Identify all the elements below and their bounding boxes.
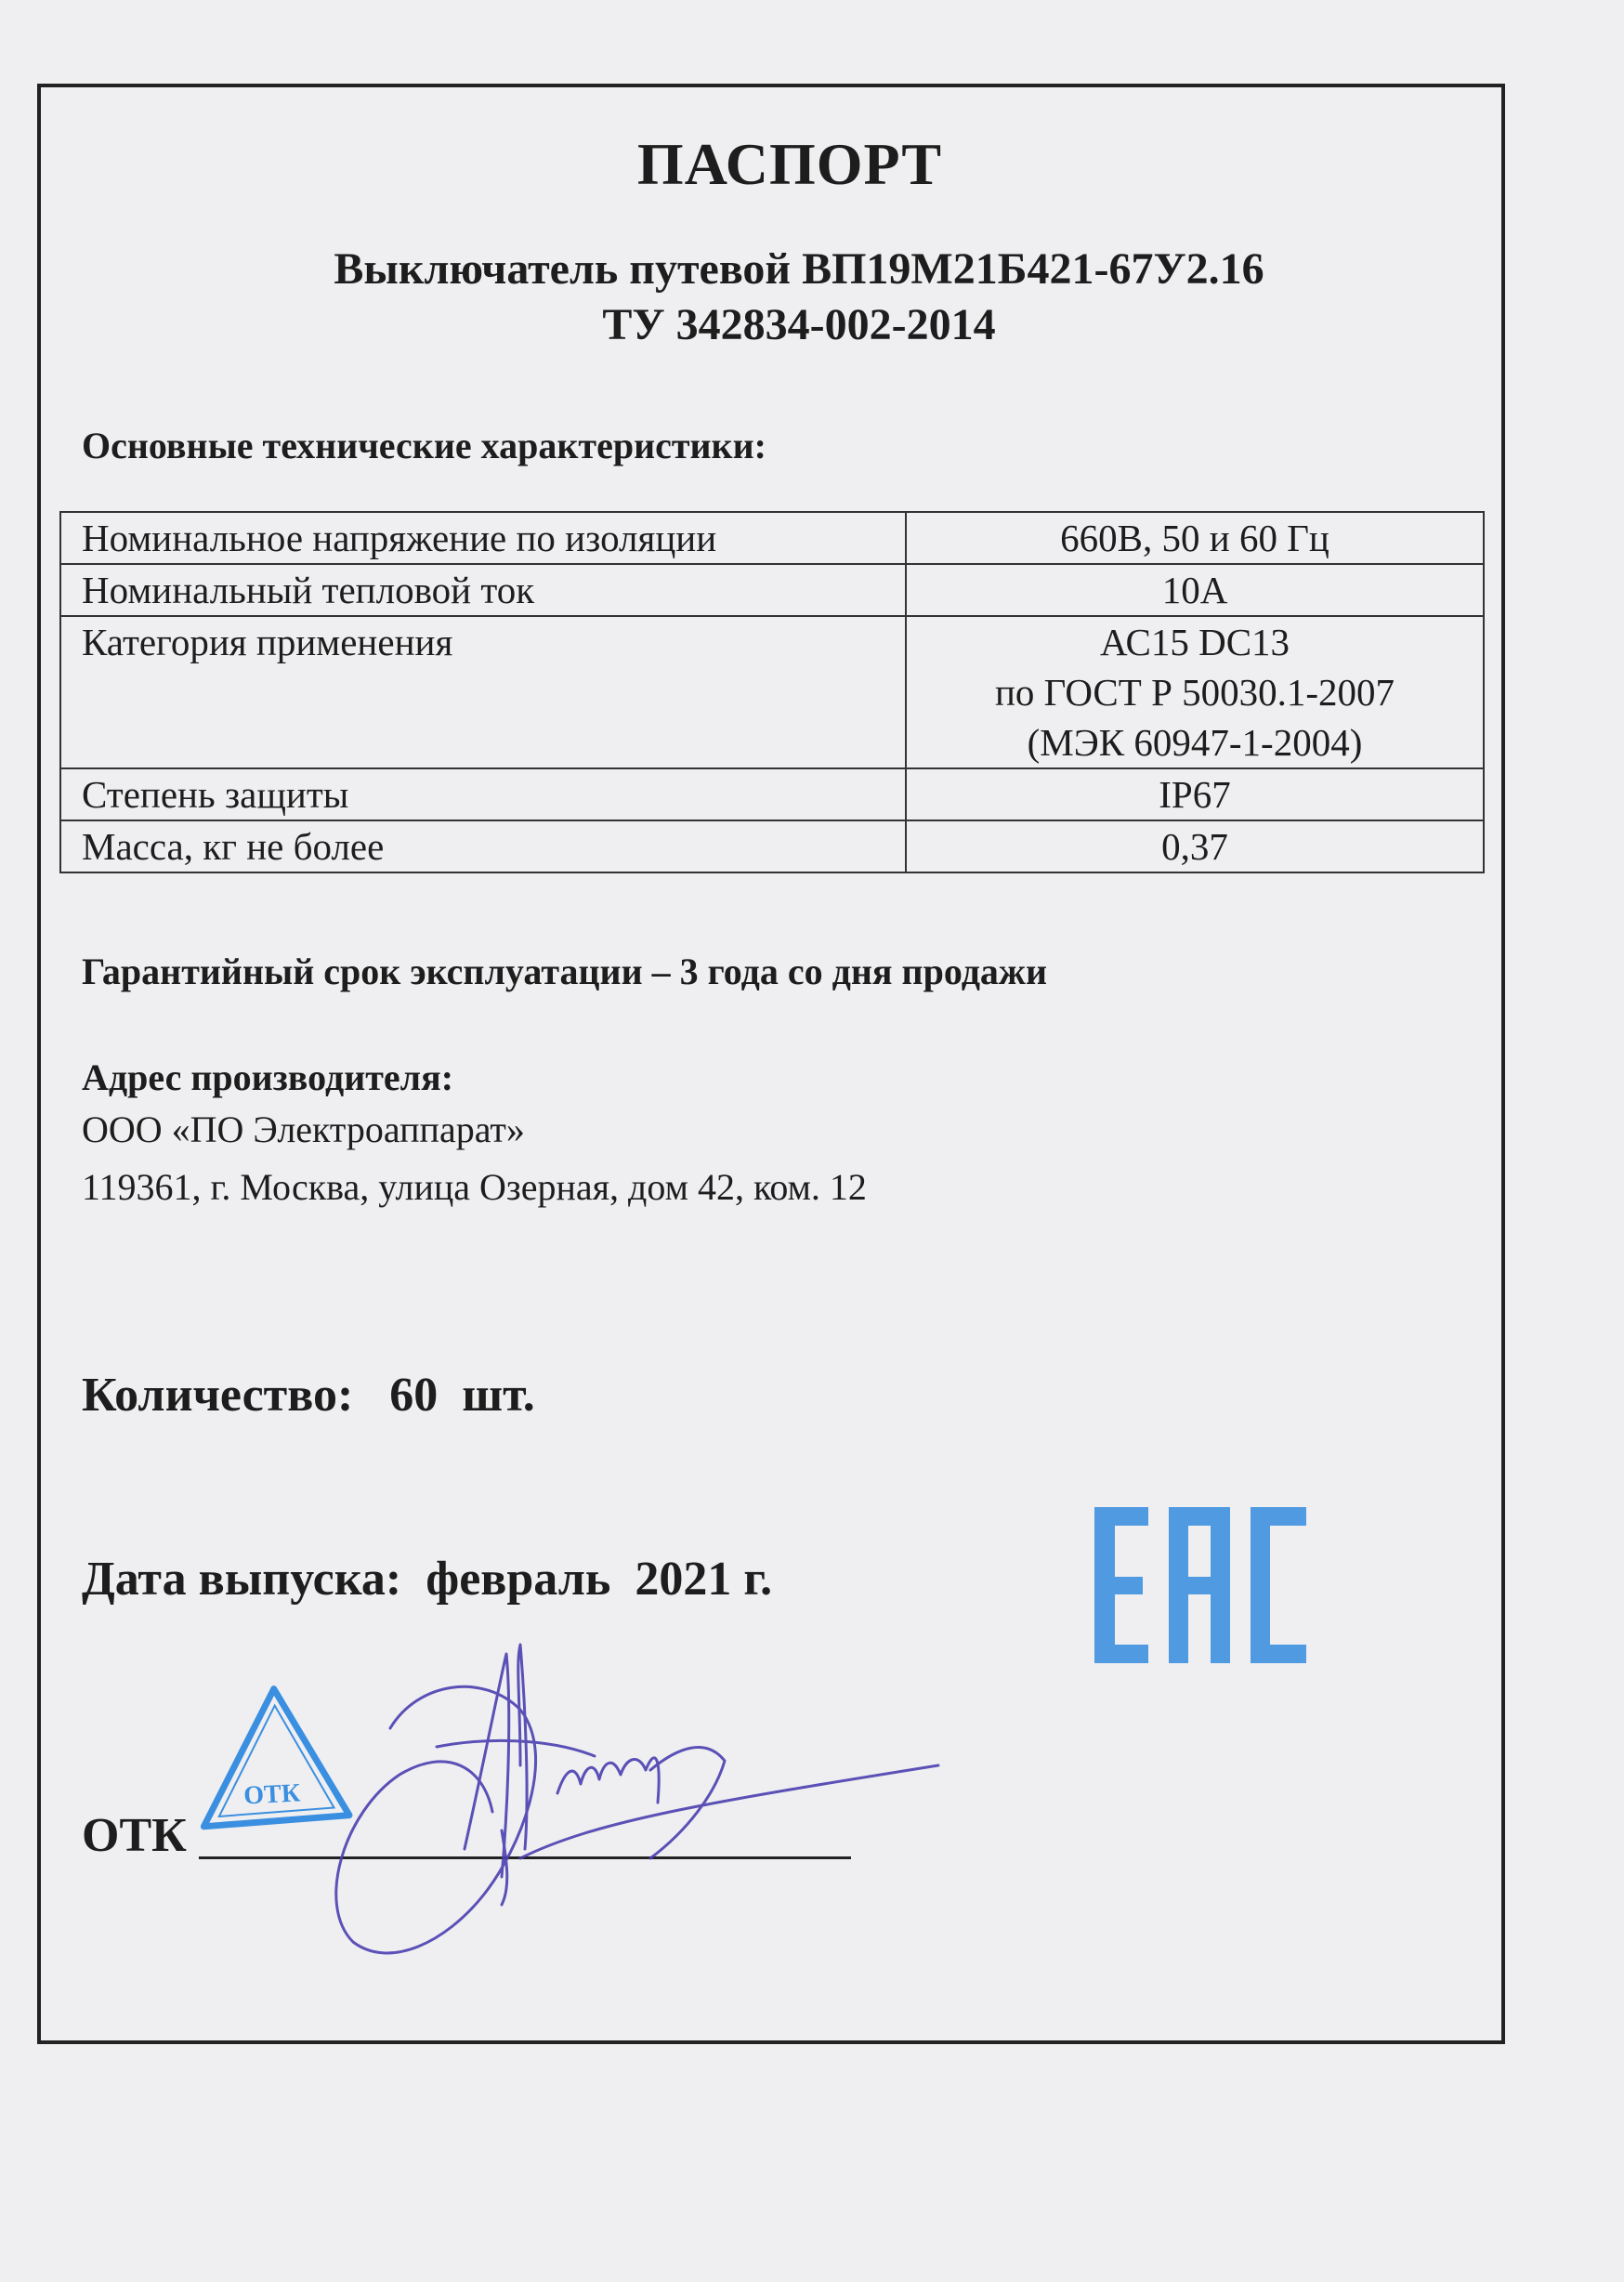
manufacturer-name: ООО «ПО Электроаппарат» [82, 1108, 525, 1150]
quantity: Количество: 60 шт. [82, 1369, 535, 1422]
warranty-text: Гарантийный срок эксплуатации – 3 года со дня продажи [82, 951, 1047, 992]
spec-value: 0,37 [906, 820, 1484, 872]
spec-code: ТУ 342834-002-2014 [602, 300, 996, 349]
spec-name: Номинальный тепловой ток [60, 564, 906, 616]
spec-value: 660В, 50 и 60 Гц [906, 512, 1484, 564]
release-date: Дата выпуска: февраль 2021 г. [82, 1553, 773, 1606]
spec-name: Масса, кг не более [60, 820, 906, 872]
manufacturer-address: 119361, г. Москва, улица Озерная, дом 42, ком. 12 [82, 1166, 867, 1208]
spec-value-line: АС15 DC13 [1099, 621, 1290, 663]
spec-name: Степень защиты [60, 768, 906, 820]
specs-heading: Основные технические характеристики: [82, 425, 766, 466]
otk-stamp [197, 1685, 349, 1827]
document-title: ПАСПОРТ [636, 131, 943, 197]
signature [336, 1645, 938, 1953]
otk-stamp-text: ОТК [242, 1778, 301, 1811]
manufacturer-heading: Адрес производителя: [82, 1056, 454, 1098]
spec-value: 10А [906, 564, 1484, 616]
product-name: Выключатель путевой ВП19М21Б421-67У2.16 [334, 244, 1264, 294]
spec-value-line: по ГОСТ Р 50030.1-2007 [994, 671, 1395, 714]
spec-name: Категория применения [60, 616, 906, 768]
spec-value: IP67 [906, 768, 1484, 820]
eac-mark [1094, 1507, 1306, 1663]
spec-value-line: (МЭК 60947-1-2004) [1027, 721, 1363, 764]
spec-name: Номинальное напряжение по изоляции [60, 512, 906, 564]
otk-label: ОТК [82, 1809, 187, 1862]
